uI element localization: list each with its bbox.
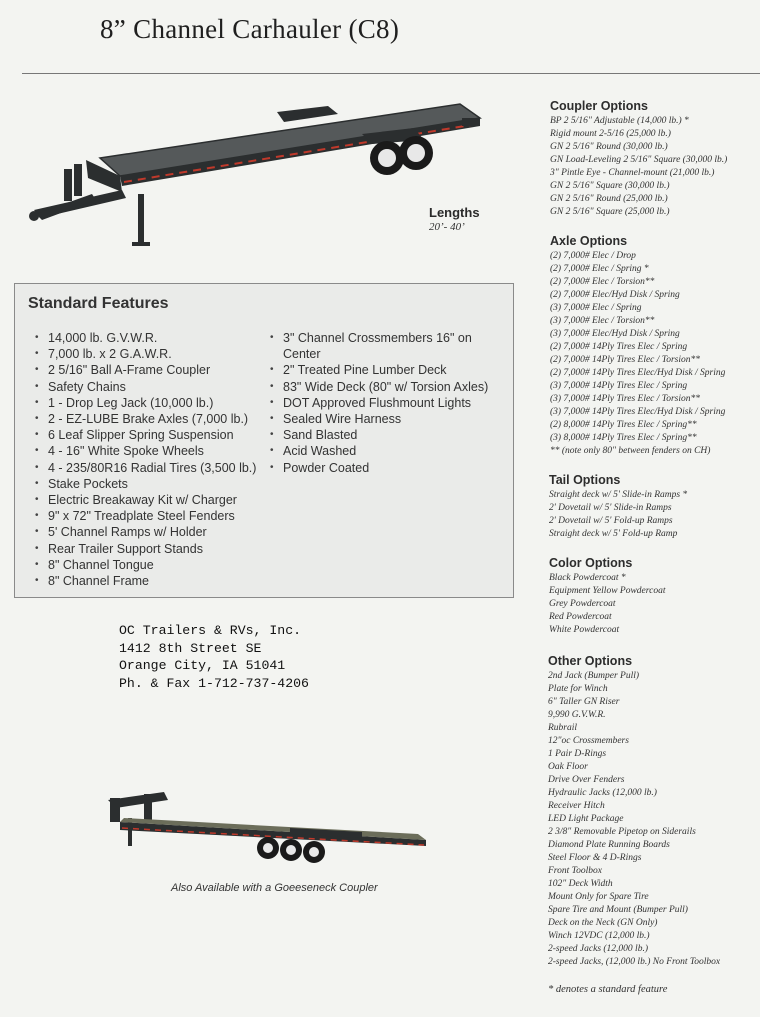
feature-item: • 4 - 235/80R16 Radial Tires (3,500 lb.) bbox=[35, 460, 275, 476]
axle-options bbox=[550, 234, 725, 458]
option-item: (3) 7,000# Elec / Torsion** bbox=[550, 316, 655, 326]
option-item: White Powdercoat bbox=[549, 625, 620, 635]
option-item: 2 3/8" Removable Pipetop on Siderails bbox=[548, 827, 696, 837]
other-options-heading: Other Options bbox=[548, 654, 633, 668]
title-divider bbox=[22, 73, 760, 74]
standard-feature-footnote: * denotes a standard feature bbox=[548, 984, 668, 995]
option-item: 9,990 G.V.W.R. bbox=[548, 710, 606, 720]
dealer-address bbox=[119, 622, 309, 692]
drop-leg-jack bbox=[138, 194, 144, 244]
stake-post bbox=[64, 169, 72, 201]
option-item: Spare Tire and Mount (Bumper Pull) bbox=[548, 905, 688, 915]
feature-item: • 1 - Drop Leg Jack (10,000 lb.) bbox=[35, 395, 275, 411]
feature-item: • Acid Washed bbox=[270, 443, 500, 459]
dealer-phone: Ph. & Fax 1-712-737-4206 bbox=[119, 675, 309, 691]
option-item: Drive Over Fenders bbox=[548, 775, 625, 785]
standard-features-box bbox=[14, 283, 514, 598]
option-item: Equipment Yellow Powdercoat bbox=[549, 586, 666, 596]
option-item: Deck on the Neck (GN Only) bbox=[548, 918, 658, 928]
option-item: (2) 7,000# 14Ply Tires Elec / Torsion** bbox=[550, 355, 700, 365]
option-item: GN 2 5/16" Square (30,000 lb.) bbox=[550, 181, 670, 191]
option-item: GN 2 5/16" Square (25,000 lb.) bbox=[550, 207, 670, 217]
feature-item: • 8" Channel Tongue bbox=[35, 557, 275, 573]
feature-item: • Sealed Wire Harness bbox=[270, 411, 500, 427]
feature-item: • 2 5/16" Ball A-Frame Coupler bbox=[35, 362, 275, 378]
standard-features-heading: Standard Features bbox=[28, 295, 169, 312]
stake-post bbox=[74, 164, 82, 196]
option-item: 6" Taller GN Riser bbox=[548, 697, 620, 707]
coupler-options-heading: Coupler Options bbox=[550, 99, 648, 113]
option-item: 102" Deck Width bbox=[548, 879, 613, 889]
feature-item: • 9" x 72" Treadplate Steel Fenders bbox=[35, 508, 275, 524]
tail-options bbox=[549, 473, 687, 541]
dealer-name: OC Trailers & RVs, Inc. bbox=[119, 623, 302, 638]
option-item: Front Toolbox bbox=[548, 866, 602, 876]
option-item: (3) 7,000# Elec/Hyd Disk / Spring bbox=[550, 329, 680, 339]
option-item: Straight deck w/ 5' Slide-in Ramps * bbox=[549, 490, 688, 500]
axle-note: ** (note only 80" between fenders on CH) bbox=[550, 446, 711, 456]
feature-item: • 3" Channel Crossmembers 16" on Center bbox=[270, 330, 500, 362]
dealer-street: 1412 8th Street SE bbox=[119, 640, 262, 656]
feature-item: • 4 - 16" White Spoke Wheels bbox=[35, 443, 275, 459]
feature-item: • Sand Blasted bbox=[270, 427, 500, 443]
option-item: LED Light Package bbox=[548, 814, 624, 824]
features-column-1 bbox=[35, 330, 275, 589]
option-item: (3) 7,000# Elec / Spring bbox=[550, 303, 642, 313]
option-item: (2) 7,000# 14Ply Tires Elec/Hyd Disk / Spring bbox=[550, 368, 726, 378]
option-item: Plate for Winch bbox=[548, 684, 608, 694]
option-item: (2) 7,000# 14Ply Tires Elec / Spring bbox=[550, 342, 688, 352]
gooseneck-caption: Also Available with a Goeeseneck Coupler bbox=[171, 882, 378, 894]
option-item: (2) 8,000# 14Ply Tires Elec / Spring** bbox=[550, 420, 697, 430]
option-item: GN 2 5/16" Round (25,000 lb.) bbox=[550, 194, 668, 204]
feature-item: • DOT Approved Flushmount Lights bbox=[270, 395, 500, 411]
option-item: BP 2 5/16" Adjustable (14,000 lb.) * bbox=[550, 116, 689, 126]
lengths-block bbox=[429, 205, 480, 233]
wheel-rim bbox=[309, 847, 319, 857]
option-item: (3) 8,000# 14Ply Tires Elec / Spring** bbox=[550, 433, 697, 443]
option-item: Winch 12VDC (12,000 lb.) bbox=[548, 931, 650, 941]
option-item: 2nd Jack (Bumper Pull) bbox=[548, 671, 640, 681]
carhauler-trailer-image bbox=[22, 96, 492, 256]
option-item: 12"oc Crossmembers bbox=[548, 736, 629, 746]
option-item: Steel Floor & 4 D-Rings bbox=[548, 853, 642, 863]
feature-item: • Rear Trailer Support Stands bbox=[35, 541, 275, 557]
option-item: Oak Floor bbox=[548, 762, 588, 772]
feature-item: • 2 - EZ-LUBE Brake Axles (7,000 lb.) bbox=[35, 411, 275, 427]
feature-item: • 14,000 lb. G.V.W.R. bbox=[35, 330, 275, 346]
coupler-options bbox=[550, 99, 727, 219]
axle-options-heading: Axle Options bbox=[550, 234, 628, 248]
option-item: Rigid mount 2-5/16 (25,000 lb.) bbox=[550, 129, 671, 139]
option-item: (2) 7,000# Elec / Torsion** bbox=[550, 277, 655, 287]
option-item: (2) 7,000# Elec/Hyd Disk / Spring bbox=[550, 290, 680, 300]
option-item: Grey Powdercoat bbox=[549, 599, 616, 609]
feature-item: • 8" Channel Frame bbox=[35, 573, 275, 589]
option-item: (2) 7,000# Elec / Spring * bbox=[550, 264, 649, 274]
option-item: Straight deck w/ 5' Fold-up Ramp bbox=[549, 529, 678, 539]
option-item: 2' Dovetail w/ 5' Slide-in Ramps bbox=[549, 503, 672, 513]
option-item: Red Powdercoat bbox=[549, 612, 612, 622]
wheel-rim bbox=[263, 843, 273, 853]
color-options bbox=[549, 556, 665, 637]
other-options bbox=[548, 654, 720, 969]
wheel-rim bbox=[407, 144, 425, 162]
option-item: GN 2 5/16" Round (30,000 lb.) bbox=[550, 142, 668, 152]
page-title: 8” Channel Carhauler (C8) bbox=[100, 14, 400, 44]
lengths-value: 20’- 40’ bbox=[429, 221, 465, 233]
feature-item: • 6 Leaf Slipper Spring Suspension bbox=[35, 427, 275, 443]
color-options-heading: Color Options bbox=[549, 556, 633, 570]
option-item: Mount Only for Spare Tire bbox=[548, 892, 649, 902]
feature-item: • 2" Treated Pine Lumber Deck bbox=[270, 362, 500, 378]
feature-item: • 83" Wide Deck (80" w/ Torsion Axles) bbox=[270, 379, 500, 395]
option-item: 3" Pintle Eye - Channel-mount (21,000 lb.) bbox=[550, 168, 715, 178]
features-column-2 bbox=[270, 330, 500, 476]
feature-item: • Electric Breakaway Kit w/ Charger bbox=[35, 492, 275, 508]
option-item: Black Powdercoat * bbox=[549, 573, 626, 583]
wheel-rim bbox=[286, 845, 296, 855]
option-item: 2-speed Jacks, (12,000 lb.) No Front Toolbox bbox=[548, 957, 721, 967]
option-item: GN Load-Leveling 2 5/16" Square (30,000 lb.) bbox=[550, 155, 728, 165]
feature-item: • 7,000 lb. x 2 G.A.W.R. bbox=[35, 346, 275, 362]
tail-options-heading: Tail Options bbox=[549, 473, 621, 487]
rear-ramp bbox=[462, 118, 480, 126]
feature-item: • 5' Channel Ramps w/ Holder bbox=[35, 524, 275, 540]
option-item: Diamond Plate Running Boards bbox=[548, 840, 670, 850]
jack-foot bbox=[132, 242, 150, 246]
option-item: (2) 7,000# Elec / Drop bbox=[550, 251, 636, 261]
option-item: Receiver Hitch bbox=[548, 801, 605, 811]
wheel-rim bbox=[378, 149, 396, 167]
option-item: 1 Pair D-Rings bbox=[548, 749, 607, 759]
feature-item: • Safety Chains bbox=[35, 379, 275, 395]
option-item: (3) 7,000# 14Ply Tires Elec/Hyd Disk / Spring bbox=[550, 407, 726, 417]
option-item: (3) 7,000# 14Ply Tires Elec / Spring bbox=[550, 381, 688, 391]
feature-item: • Powder Coated bbox=[270, 460, 500, 476]
ball-coupler bbox=[29, 211, 39, 221]
option-item: Rubrail bbox=[548, 723, 578, 733]
lengths-heading: Lengths bbox=[429, 205, 480, 220]
option-item: Hydraulic Jacks (12,000 lb.) bbox=[548, 788, 657, 798]
option-item: 2' Dovetail w/ 5' Fold-up Ramps bbox=[549, 516, 673, 526]
option-item: (3) 7,000# 14Ply Tires Elec / Torsion** bbox=[550, 394, 700, 404]
option-item: 2-speed Jacks (12,000 lb.) bbox=[548, 944, 648, 954]
feature-item: • Stake Pockets bbox=[35, 476, 275, 492]
fender bbox=[277, 106, 338, 122]
gooseneck-riser bbox=[110, 798, 120, 822]
gooseneck-trailer-image bbox=[100, 788, 440, 870]
dealer-city: Orange City, IA 51041 bbox=[119, 658, 286, 673]
gooseneck-post bbox=[144, 794, 152, 822]
